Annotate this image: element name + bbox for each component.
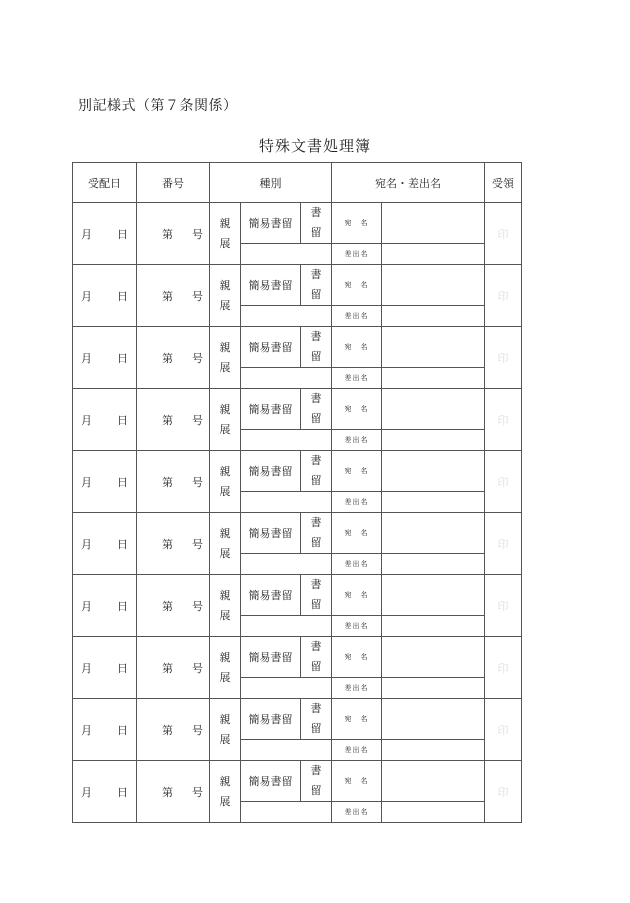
number-cell[interactable] (137, 389, 210, 451)
sender-label: 差出名 (332, 368, 382, 389)
addressee-label: 宛 名 (332, 389, 382, 430)
date-cell[interactable] (73, 203, 137, 265)
addressee-value[interactable] (382, 575, 485, 616)
sender-value[interactable] (382, 554, 485, 575)
number-suffix: 号 (192, 661, 203, 675)
personal-delivery-cell[interactable]: 親 展 (210, 699, 241, 761)
number-prefix: 第 (162, 289, 173, 303)
seal-cell[interactable]: 印 (485, 389, 522, 451)
personal-delivery-cell[interactable]: 親 展 (210, 451, 241, 513)
date-cell[interactable] (73, 451, 137, 513)
addressee-label: 宛 名 (332, 637, 382, 678)
personal-delivery-cell[interactable]: 親 展 (210, 203, 241, 265)
addressee-value[interactable] (382, 761, 485, 802)
day-label: 日 (117, 661, 128, 675)
simple-registered-cell[interactable]: 簡易書留 (241, 761, 301, 802)
number-cell[interactable] (137, 513, 210, 575)
simple-registered-cell[interactable]: 簡易書留 (241, 637, 301, 678)
number-prefix: 第 (162, 661, 173, 675)
table-row (73, 699, 522, 740)
number-cell[interactable] (137, 699, 210, 761)
date-cell[interactable] (73, 575, 137, 637)
sender-value[interactable] (382, 492, 485, 513)
table-row (73, 389, 522, 430)
addressee-label: 宛 名 (332, 575, 382, 616)
registered-cell[interactable]: 書 留 (301, 575, 332, 616)
number-suffix: 号 (192, 537, 203, 551)
number-prefix: 第 (162, 599, 173, 613)
type-blank-cell (241, 244, 332, 265)
registered-cell[interactable]: 書 留 (301, 761, 332, 802)
personal-delivery-cell[interactable]: 親 展 (210, 265, 241, 327)
addressee-value[interactable] (382, 265, 485, 306)
personal-delivery-cell[interactable]: 親 展 (210, 513, 241, 575)
table-row (73, 265, 522, 306)
seal-cell[interactable]: 印 (485, 327, 522, 389)
simple-registered-cell[interactable]: 簡易書留 (241, 389, 301, 430)
simple-registered-cell[interactable]: 簡易書留 (241, 203, 301, 244)
personal-delivery-cell[interactable]: 親 展 (210, 389, 241, 451)
simple-registered-cell[interactable]: 簡易書留 (241, 327, 301, 368)
table-row (73, 637, 522, 678)
registered-cell[interactable]: 書 留 (301, 451, 332, 492)
month-label: 月 (81, 351, 92, 365)
month-label: 月 (81, 785, 92, 799)
sender-value[interactable] (382, 740, 485, 761)
addressee-label: 宛 名 (332, 451, 382, 492)
number-cell[interactable] (137, 203, 210, 265)
table-row (73, 513, 522, 554)
number-cell[interactable] (137, 637, 210, 699)
addressee-value[interactable] (382, 327, 485, 368)
seal-cell[interactable]: 印 (485, 637, 522, 699)
sender-value[interactable] (382, 368, 485, 389)
day-label: 日 (117, 599, 128, 613)
month-label: 月 (81, 413, 92, 427)
registered-cell[interactable]: 書 留 (301, 265, 332, 306)
sender-label: 差出名 (332, 616, 382, 637)
registered-cell[interactable]: 書 留 (301, 389, 332, 430)
table-row (73, 451, 522, 492)
number-cell[interactable] (137, 327, 210, 389)
sender-label: 差出名 (332, 740, 382, 761)
number-suffix: 号 (192, 413, 203, 427)
seal-cell[interactable]: 印 (485, 575, 522, 637)
day-label: 日 (117, 351, 128, 365)
type-blank-cell (241, 306, 332, 327)
month-label: 月 (81, 475, 92, 489)
number-prefix: 第 (162, 413, 173, 427)
number-prefix: 第 (162, 723, 173, 737)
table-row (73, 575, 522, 616)
number-prefix: 第 (162, 351, 173, 365)
month-label: 月 (81, 289, 92, 303)
addressee-label: 宛 名 (332, 699, 382, 740)
seal-cell[interactable]: 印 (485, 265, 522, 327)
type-blank-cell (241, 616, 332, 637)
number-suffix: 号 (192, 475, 203, 489)
month-label: 月 (81, 227, 92, 241)
sender-label: 差出名 (332, 492, 382, 513)
number-cell[interactable] (137, 575, 210, 637)
day-label: 日 (117, 723, 128, 737)
date-cell[interactable] (73, 389, 137, 451)
seal-cell[interactable]: 印 (485, 699, 522, 761)
type-blank-cell (241, 430, 332, 451)
month-label: 月 (81, 661, 92, 675)
simple-registered-cell[interactable]: 簡易書留 (241, 451, 301, 492)
simple-registered-cell[interactable]: 簡易書留 (241, 265, 301, 306)
seal-cell[interactable]: 印 (485, 451, 522, 513)
number-suffix: 号 (192, 599, 203, 613)
page-title: 特殊文書処理簿 (258, 137, 371, 155)
date-cell[interactable] (73, 699, 137, 761)
addressee-label: 宛 名 (332, 761, 382, 802)
header-row (73, 163, 522, 203)
addressee-value[interactable] (382, 389, 485, 430)
addressee-value[interactable] (382, 637, 485, 678)
column-header-date: 受配日 (73, 163, 137, 203)
register-table (72, 162, 522, 823)
number-suffix: 号 (192, 723, 203, 737)
day-label: 日 (117, 475, 128, 489)
number-prefix: 第 (162, 227, 173, 241)
sender-value[interactable] (382, 244, 485, 265)
simple-registered-cell[interactable]: 簡易書留 (241, 513, 301, 554)
registered-cell[interactable]: 書 留 (301, 327, 332, 368)
addressee-value[interactable] (382, 451, 485, 492)
seal-cell[interactable]: 印 (485, 203, 522, 265)
number-suffix: 号 (192, 227, 203, 241)
form-note: 別記様式（第７条関係） (78, 98, 238, 114)
number-suffix: 号 (192, 785, 203, 799)
sender-value[interactable] (382, 616, 485, 637)
sender-value[interactable] (382, 306, 485, 327)
type-blank-cell (241, 492, 332, 513)
table-row (73, 761, 522, 802)
column-header-receipt: 受領 (485, 163, 522, 203)
sender-value[interactable] (382, 802, 485, 823)
number-suffix: 号 (192, 351, 203, 365)
date-cell[interactable] (73, 761, 137, 823)
day-label: 日 (117, 227, 128, 241)
table-row (73, 203, 522, 244)
addressee-label: 宛 名 (332, 327, 382, 368)
type-blank-cell (241, 740, 332, 761)
addressee-label: 宛 名 (332, 513, 382, 554)
personal-delivery-cell[interactable]: 親 展 (210, 575, 241, 637)
registered-cell[interactable]: 書 留 (301, 637, 332, 678)
sender-label: 差出名 (332, 554, 382, 575)
number-cell[interactable] (137, 761, 210, 823)
registered-cell[interactable]: 書 留 (301, 203, 332, 244)
simple-registered-cell[interactable]: 簡易書留 (241, 699, 301, 740)
type-blank-cell (241, 802, 332, 823)
day-label: 日 (117, 785, 128, 799)
number-suffix: 号 (192, 289, 203, 303)
column-header-address: 宛名・差出名 (332, 163, 485, 203)
day-label: 日 (117, 413, 128, 427)
number-cell[interactable] (137, 451, 210, 513)
seal-cell[interactable]: 印 (485, 513, 522, 575)
simple-registered-cell[interactable]: 簡易書留 (241, 575, 301, 616)
date-cell[interactable] (73, 265, 137, 327)
sender-label: 差出名 (332, 244, 382, 265)
day-label: 日 (117, 289, 128, 303)
month-label: 月 (81, 723, 92, 737)
month-label: 月 (81, 537, 92, 551)
sender-label: 差出名 (332, 678, 382, 699)
sender-value[interactable] (382, 678, 485, 699)
personal-delivery-cell[interactable]: 親 展 (210, 327, 241, 389)
date-cell[interactable] (73, 637, 137, 699)
day-label: 日 (117, 537, 128, 551)
sender-label: 差出名 (332, 802, 382, 823)
column-header-number: 番号 (137, 163, 210, 203)
sender-label: 差出名 (332, 306, 382, 327)
addressee-value[interactable] (382, 699, 485, 740)
date-cell[interactable] (73, 513, 137, 575)
number-cell[interactable] (137, 265, 210, 327)
sender-label: 差出名 (332, 430, 382, 451)
personal-delivery-cell[interactable]: 親 展 (210, 761, 241, 823)
addressee-value[interactable] (382, 513, 485, 554)
sender-value[interactable] (382, 430, 485, 451)
month-label: 月 (81, 599, 92, 613)
number-prefix: 第 (162, 475, 173, 489)
addressee-label: 宛 名 (332, 265, 382, 306)
table-row (73, 327, 522, 368)
registered-cell[interactable]: 書 留 (301, 699, 332, 740)
registered-cell[interactable]: 書 留 (301, 513, 332, 554)
column-header-type: 種別 (210, 163, 332, 203)
date-cell[interactable] (73, 327, 137, 389)
seal-cell[interactable]: 印 (485, 761, 522, 823)
personal-delivery-cell[interactable]: 親 展 (210, 637, 241, 699)
type-blank-cell (241, 678, 332, 699)
type-blank-cell (241, 554, 332, 575)
number-prefix: 第 (162, 785, 173, 799)
addressee-value[interactable] (382, 203, 485, 244)
type-blank-cell (241, 368, 332, 389)
addressee-label: 宛 名 (332, 203, 382, 244)
number-prefix: 第 (162, 537, 173, 551)
